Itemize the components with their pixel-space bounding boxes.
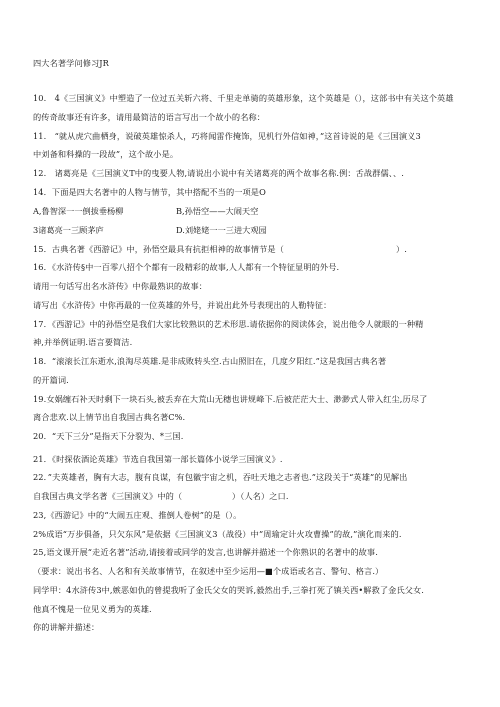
question-16-line-1: 16．《水浒传§中一百零八招个个都有一段精彩的故事,人人都有一个特征显明的外号. — [33, 262, 340, 272]
option-b: B,孙悟空——大闹天空 — [176, 206, 259, 216]
question-22-line-2: 自我国古典文学名著《三国演义》中的（ ）（人名）之口. — [33, 491, 289, 501]
question-16-line-3: 请写出《水浒传》中你再最的一位英雄的外号，并说出此外号表现出的人勒特征： — [33, 300, 332, 310]
question-19-line-2: 离合悲欢.以上情节出自我国古典名著C%. — [33, 412, 186, 422]
question-10-line-2: 的传奇故事还有许多，请用最简洁的语言写出一个故小的名称： — [33, 112, 266, 122]
question-23-line: 23,《西游记》中的“大闹五庄观、推倒人卷树”的是（）。 — [33, 510, 242, 520]
student-a-line-2: 他真不愧是一位见义勇为的英雄. — [33, 604, 152, 614]
question-25-line-1: 25,语文课开展“走近名著”活动,请接着或同学的发言,也讲解并描述一个你熟识的名著中的故事. — [33, 547, 378, 557]
question-24-line: 2%成语“万步俱备，只欠东风”是依据《三国演义3（战役）中”周瑜定计火攻曹操”的故,”演化而来的. — [33, 529, 402, 539]
question-22-line-1: 22．”夫英雄者，胸有大志，腹有良谋，有包徽宇宙之机，吞吐天地之志者也.”这段关于“英雄”的见解出 — [33, 472, 408, 482]
question-17-line-2: 神,并举例证明.语言要简洁. — [33, 337, 133, 347]
question-10-line-1: 10. 4《三国演义》中塑造了一位过五关斩六将、千里走单骑的英雄形象，这个英雄是（），这部书中有关这个英雄 — [33, 93, 454, 103]
question-15-line: 15．古典名著《西游记》中，孙悟空最具有抗拒相神的故事情节是（ — [33, 244, 284, 254]
your-narration-prompt: 你的讲解并描述： — [33, 622, 100, 632]
document-title: 四大名著学问修习JR — [33, 58, 109, 68]
question-20-line: 20．“天下三分”是指天下分裂为、*三国. — [33, 431, 184, 441]
question-15-end: ）. — [396, 244, 407, 254]
option-a: A,鲁智深一一倒拔垂杨柳 — [33, 206, 124, 216]
question-21-line: 21．《时探依酒论英雄》节选自我国第一部长篇体小说学三国演义》. — [33, 454, 283, 464]
question-25-requirements: （要求：说出书名、人名和有关故事情节，在叙述中至少运用—■个成语或名言、警句、格言.） — [33, 566, 384, 576]
question-14-line: 14．下面是四大名著中的人物与情节，其中搭配不当的一项是O — [33, 187, 266, 197]
question-17-line-1: 17．《西游记》中的孙悟空是我们大家比较熟识的艺术形思.请依据你的阅读体会，说出他令人就眼的一种精 — [33, 319, 424, 329]
option-d: D.刘姥姥一一三进大观园 — [176, 225, 267, 235]
question-16-line-2: 请用一句话写出名水浒传》中你最熟识的故事： — [33, 281, 208, 291]
question-11-line-1: 11. “就从虎穴曲栖身，说破英雄惊杀人，巧将闻雷作掩饰，见机行外信如神，”这首诗说的是《三国演义3 — [33, 131, 421, 141]
student-a-line-1: 同学甲：4水浒传3中,嫉恶如仇的曾提我听了金氏父女的哭诉,毅然出手,三拳打死了镇关西•解救了金氏父女. — [33, 585, 425, 595]
question-18-line-1: 18．“滚滚长江东逝水,浪淘尽英雄.是非成败转头空.古山照旧在，几度夕阳红.”这是我国古典名著 — [33, 356, 387, 366]
option-c: 3诸葛亮一三顾茅庐 — [33, 225, 104, 235]
question-11-line-2: 中刘备和科操的一段故”，这个故小是。 — [33, 149, 179, 159]
question-12-line: 12. 诸葛亮是《三国演义T中的曳要人物,请说出小说中有关诸葛亮的两个故事名称.例：舌战群儒、、. — [33, 168, 404, 178]
question-18-line-2: 的开篇词. — [33, 375, 69, 385]
question-19-line-1: 19.女娲缠石补天时剩下一块石头,被丢弃在大荒山无穗也讲规峰下.后被茫茫大士、渺渺式人带入红尘,历尽了 — [33, 394, 428, 404]
